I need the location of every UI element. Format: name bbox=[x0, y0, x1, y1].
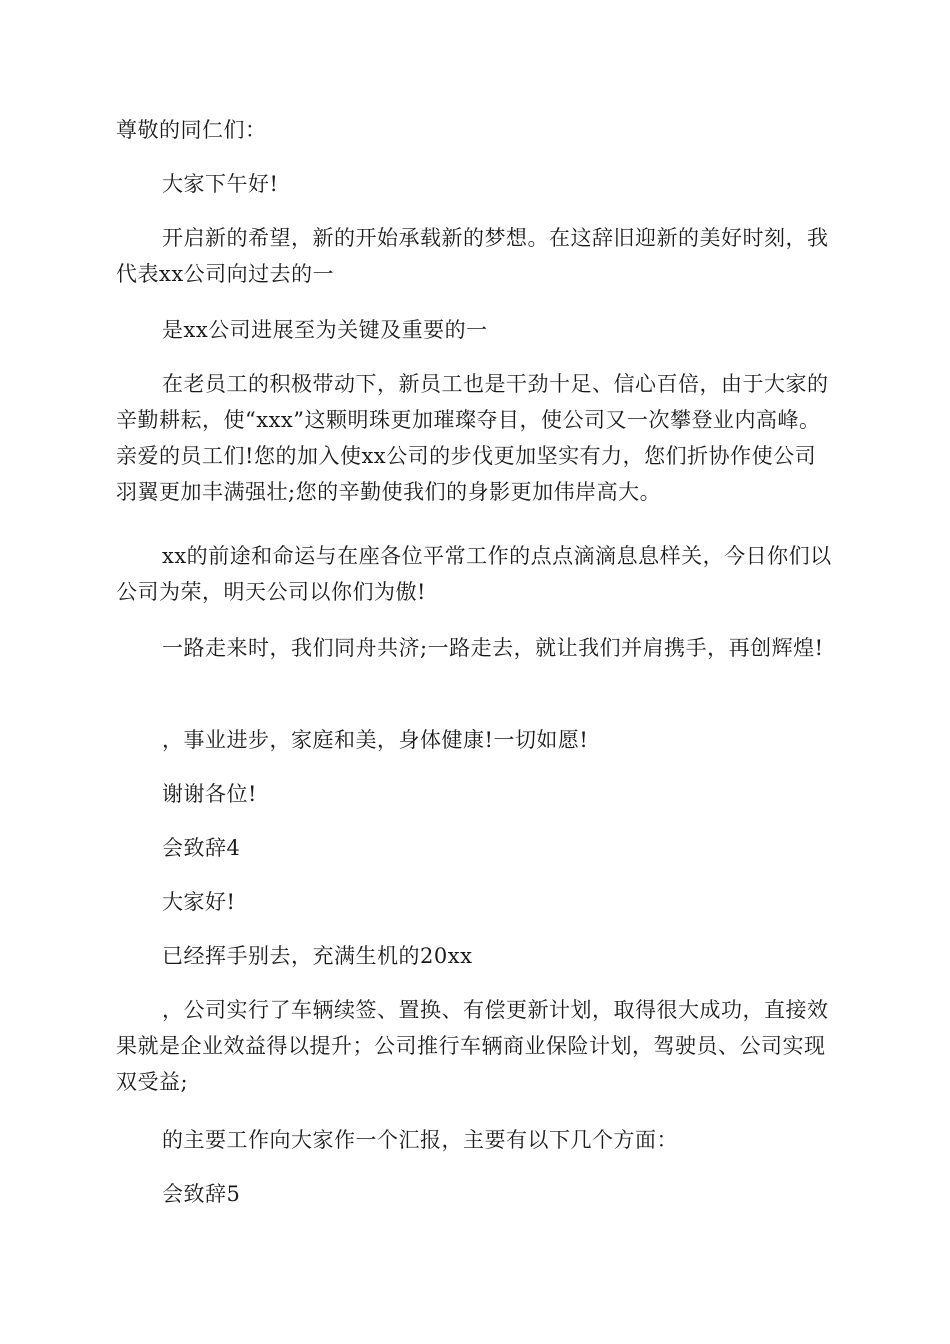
paragraph-thanks: 谢谢各位! bbox=[162, 782, 257, 806]
paragraph-vehicles: ，公司实行了车辆续签、置换、有偿更新计划，取得很大成功，直接效果就是企业效益得以提升；公司推行车辆商业保险计划，驾驶员、公司实现双受益; bbox=[116, 998, 829, 1094]
paragraph-opening: 开启新的希望，新的开始承载新的梦想。在这辞旧迎新的美好时刻，我代表xx公司向过去的一 bbox=[116, 226, 829, 286]
greeting: 大家下午好! bbox=[162, 172, 279, 196]
paragraph-new-year: 已经挥手别去，充满生机的20xx bbox=[162, 944, 473, 968]
paragraph-employees: 在老员工的积极带动下，新员工也是干劲十足、信心百倍，由于大家的辛勤耕耘，使“xxx”这颗明珠更加璀璨夺目，使公司又一次攀登业内高峰。亲爱的员工们!您的加入使xx公司的步伐更加坚实有力，您们折协作使公司羽翼更加丰满强壮;您的辛勤使我们的身影更加伟岸高大。 bbox=[116, 372, 829, 504]
paragraph-future: xx的前途和命运与在座各位平常工作的点点滴滴息息样关，今日你们以公司为荣，明天公司以你们为傲! bbox=[116, 544, 832, 604]
paragraph-key-year: 是xx公司进展至为关键及重要的一 bbox=[162, 318, 488, 342]
paragraph-report: 的主要工作向大家作一个汇报，主要有以下几个方面： bbox=[162, 1128, 678, 1152]
section-heading-5: 会致辞5 bbox=[162, 1182, 241, 1206]
salutation: 尊敬的同仁们： bbox=[116, 118, 267, 142]
greeting-2: 大家好! bbox=[162, 890, 236, 914]
paragraph-together: 一路走来时，我们同舟共济;一路走去，就让我们并肩携手，再创辉煌! bbox=[162, 636, 824, 660]
paragraph-wishes: ，事业进步，家庭和美，身体健康!一切如愿! bbox=[162, 728, 589, 752]
section-heading-4: 会致辞4 bbox=[162, 836, 241, 860]
